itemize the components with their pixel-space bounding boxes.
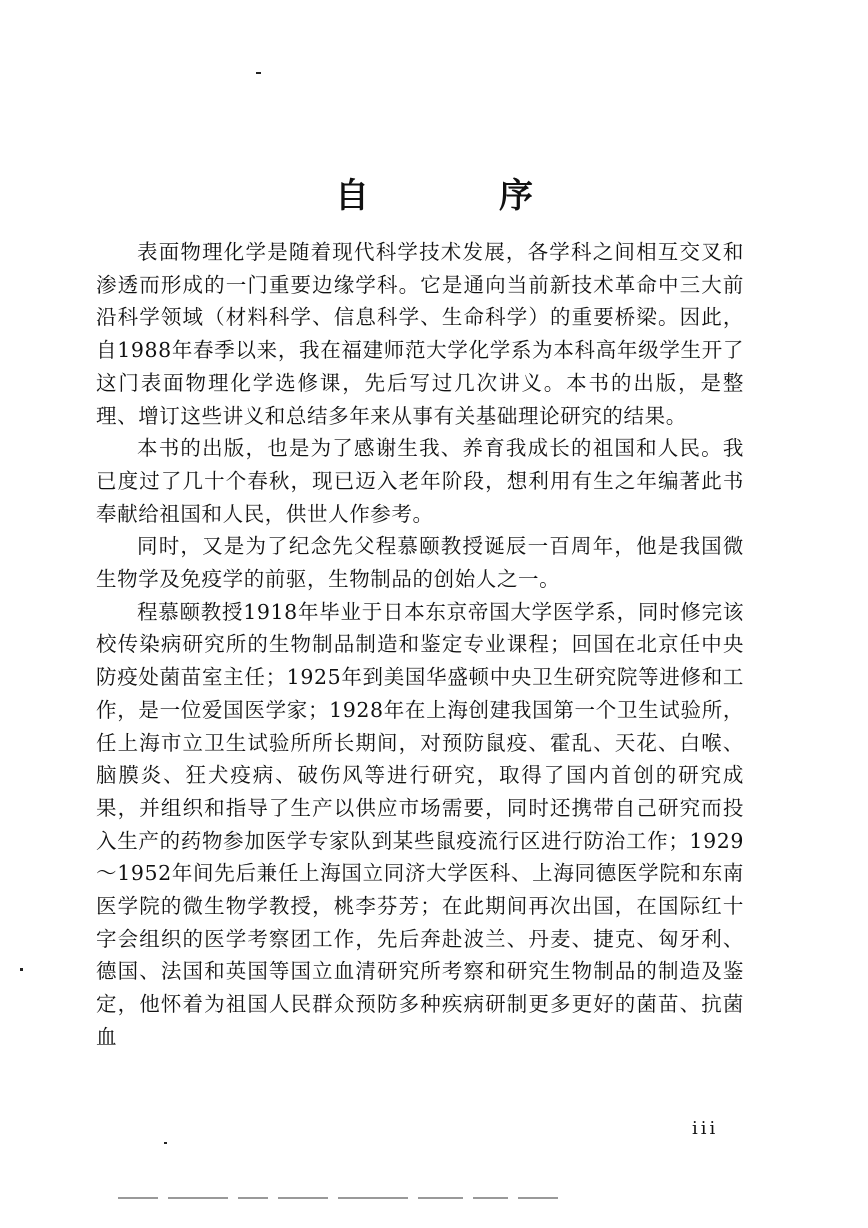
page-title: 自 序 <box>335 176 581 216</box>
paragraph: 本书的出版，也是为了感谢生我、养育我成长的祖国和人民。我已度过了几十个春秋，现已迈入老年阶段，想利用有生之年编著此书奉献给祖国和人民，供世人作参考。 <box>96 436 744 526</box>
page-number: iii <box>692 1118 719 1139</box>
preface-body <box>96 236 744 1054</box>
paragraph: 表面物理化学是随着现代科学技术发展，各学科之间相互交叉和渗透而形成的一门重要边缘学科。它是通向当前新技术革命中三大前沿科学领域（材料科学、信息科学、生命科学）的重要桥梁。因此，自1988年春季以来，我在福建师范大学化学系为本科高年级学生开了这门表面物理化学选修课，先后写过几次讲义。本书的出版，是整理、增订这些讲义和总结多年来从事有关基础理论研究的结果。 <box>96 240 744 428</box>
scan-footer-noise <box>118 1197 558 1200</box>
paragraph: 程慕颐教授1918年毕业于日本东京帝国大学医学系，同时修完该校传染病研究所的生物制品制造和鉴定专业课程；回国在北京任中央防疫处菌苗室主任；1925年到美国华盛顿中央卫生研究院等进修和工作，是一位爱国医学家；1928年在上海创建我国第一个卫生试验所，任上海市立卫生试验所所长期间，对预防鼠疫、霍乱、天花、白喉、脑膜炎、狂犬疫病、破伤风等进行研究，取得了国内首创的研究成果，并组织和指导了生产以供应市场需要，同时还携带自己研究而投入生产的药物参加医学专家队到某些鼠疫流行区进行防治工作；1929～1952年间先后兼任上海国立同济大学医科、上海同德医学院和东南医学院的微生物学教授，桃李芬芳；在此期间再次出国，在国际红十字会组织的医学考察团工作，先后奔赴波兰、丹麦、捷克、匈牙利、德国、法国和英国等国立血清研究所考察和研究生物制品的制造及鉴定，他怀着为祖国人民群众预防多种疾病研制更多更好的菌苗、抗菌血 <box>96 599 744 1049</box>
scan-speck <box>20 968 23 971</box>
paragraph: 同时，又是为了纪念先父程慕颐教授诞辰一百周年，他是我国微生物学及免疫学的前驱，生物制品的创始人之一。 <box>96 534 744 592</box>
scan-speck <box>256 72 261 74</box>
scan-speck <box>164 1142 167 1144</box>
